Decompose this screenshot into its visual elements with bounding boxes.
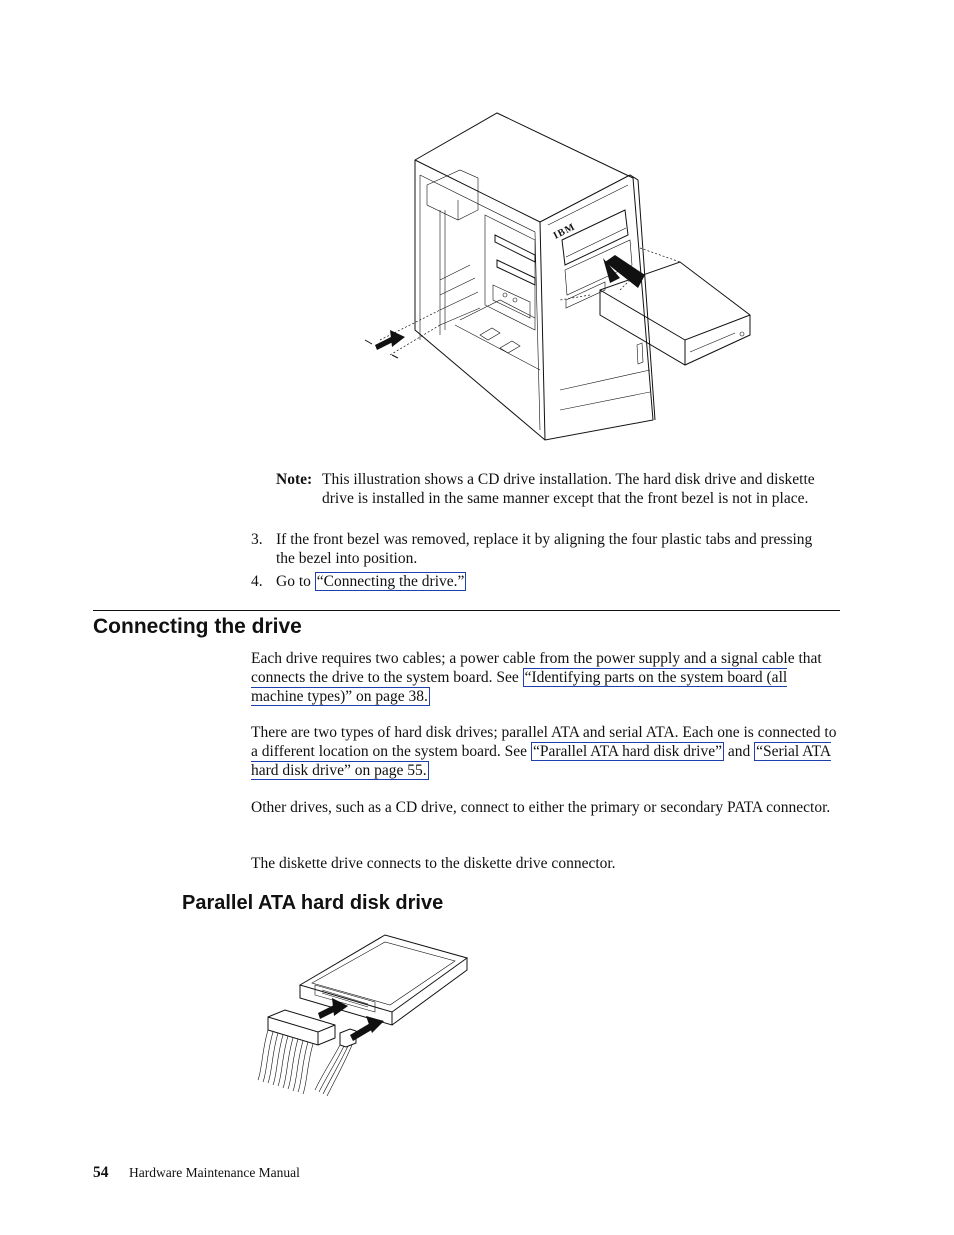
note-label: Note: <box>276 471 313 488</box>
subsection-heading: Parallel ATA hard disk drive <box>182 892 444 914</box>
section-heading: Connecting the drive <box>93 615 302 638</box>
step-3-number: 3. <box>251 531 263 548</box>
footer-title: Hardware Maintenance Manual <box>129 1165 300 1180</box>
paragraph-drive-types-text: There are two types of hard disk drives; parallel ATA and serial ATA. Each one is connected to a different location on the system board. See <box>251 724 837 760</box>
step-3-text: If the front bezel was removed, replace it by aligning the four plastic tabs and pressing the bezel into position. <box>276 531 813 567</box>
paragraph-other-drives: Other drives, such as a CD drive, connect to either the primary or secondary PATA connector. <box>251 799 831 816</box>
note-text: This illustration shows a CD drive installation. The hard disk drive and diskette drive is installed in the same manner except that the front bezel is not in place. <box>322 471 815 507</box>
connecting-the-drive-link[interactable]: “Connecting the drive.” <box>316 573 465 590</box>
page-number: 54 <box>93 1164 109 1181</box>
ibm-logo: IBM <box>551 221 578 242</box>
step-4-prefix: Go to <box>276 573 315 590</box>
paragraph-cables-text: Each drive requires two cables; a power cable from the power supply and a signal cable that connects the drive to the system board. See <box>251 650 822 686</box>
paragraph-diskette: The diskette drive connects to the diskette drive connector. <box>251 855 616 872</box>
and-text: and <box>723 743 755 760</box>
parallel-ata-link[interactable]: “Parallel ATA hard disk drive” <box>532 743 722 760</box>
step-4-number: 4. <box>251 573 263 590</box>
identifying-parts-link[interactable]: “Identifying parts on the system board (all machine types)” on page 38. <box>251 669 788 705</box>
serial-ata-link[interactable]: “Serial ATA hard disk drive” on page 55. <box>251 743 832 779</box>
